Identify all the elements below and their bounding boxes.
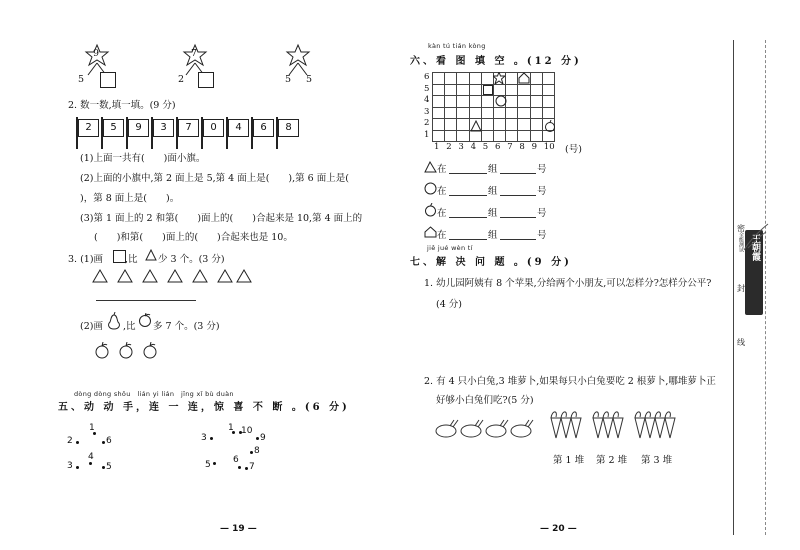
pile-label-1: 第 1 堆: [553, 455, 585, 466]
dot[interactable]: [245, 467, 248, 470]
dot[interactable]: [102, 466, 105, 469]
grid-x-label: 9: [531, 142, 538, 152]
dot[interactable]: [102, 441, 105, 444]
grid-y-label: 3: [424, 106, 430, 117]
q2-line3a: (3)第 1 面上的 2 和第( )面上的( )合起来是 10,第 4 面上的: [80, 213, 363, 224]
square-icon: [483, 85, 493, 95]
seal-label-xian: 线: [737, 338, 745, 347]
apple-icon: [424, 203, 437, 217]
answer-line[interactable]: [500, 195, 536, 196]
q7-p2-line2: 好够小白兔们吃?(5 分): [436, 395, 534, 406]
dot-label: 6: [106, 436, 112, 446]
triangle-row: [92, 268, 252, 284]
flag-number: 9: [128, 119, 149, 137]
q3-line2b: ,比: [123, 321, 136, 332]
fill-mid: 组: [488, 230, 498, 241]
q3-line2c: 多 7 个。(3 分): [153, 321, 220, 332]
dot[interactable]: [210, 437, 213, 440]
dot[interactable]: [213, 462, 216, 465]
dot-label: 1: [89, 423, 95, 433]
triangle-icon: [470, 120, 482, 132]
carrot-pile-3: [632, 408, 676, 440]
dot[interactable]: [256, 437, 259, 440]
grid-x-label: 3: [458, 142, 464, 152]
q7-p1-line1: 1. 幼儿园阿姨有 8 个苹果,分给两个小朋友,可以怎样分?怎样分公平?: [424, 278, 712, 289]
pear-icon: [106, 312, 122, 330]
answer-line[interactable]: [500, 239, 536, 240]
seal-line: [765, 40, 767, 535]
grid-y-label: 5: [424, 83, 430, 94]
grid-y-label: 1: [424, 129, 430, 140]
pile-label-3: 第 3 堆: [641, 455, 673, 466]
fill-prefix: 在: [437, 186, 447, 197]
q3-line1b: ,比: [125, 254, 138, 265]
dot[interactable]: [89, 462, 92, 465]
q7-pinyin: jiě jué wèn tí: [427, 244, 473, 252]
apple-icon: [544, 120, 556, 132]
star-icon: [493, 72, 505, 84]
flag: [226, 117, 248, 149]
dot-label: 3: [201, 433, 207, 443]
fill-prefix: 在: [437, 164, 447, 175]
q3-line1a: 3. (1)画: [68, 254, 104, 265]
grid-x-label: 10: [543, 142, 555, 152]
q2-line2a: (2)上面的小旗中,第 2 面上是 5,第 4 面上是( ),第 6 面上是(: [80, 173, 349, 184]
dot[interactable]: [76, 441, 79, 444]
grid-y-label: 6: [424, 72, 430, 82]
dot-label: 2: [67, 436, 73, 446]
grid-cell: [505, 130, 518, 143]
q2-line3b: ( )和第( )面上的( )合起来也是 10。: [94, 232, 293, 243]
grid-x-label: 1: [434, 142, 440, 152]
dot-label: 8: [254, 446, 260, 456]
answer-line[interactable]: [449, 217, 487, 218]
grid-x-label: 7: [507, 142, 513, 152]
dot-label: 4: [88, 452, 94, 462]
dot[interactable]: [76, 466, 79, 469]
feather-icon: [742, 222, 770, 252]
flag: [76, 117, 98, 149]
grid-x-label: 5: [482, 142, 489, 152]
flag-number: 3: [153, 119, 174, 137]
fill-prefix: 在: [437, 208, 447, 219]
house-icon: [518, 72, 530, 84]
q2-line2b: )，第 8 面上是( )。: [80, 193, 180, 204]
triangle-icon: [145, 249, 157, 261]
dot-label: 10: [241, 426, 253, 436]
q7-p2-line1: 2. 有 4 只小白兔,3 堆萝卜,如果每只小白兔要吃 2 根萝卜,哪堆萝卜正: [424, 376, 716, 387]
answer-line[interactable]: [500, 217, 536, 218]
flag: [251, 117, 273, 149]
answer-line[interactable]: [96, 300, 196, 301]
answer-line[interactable]: [449, 173, 487, 174]
circle-icon: [424, 182, 437, 195]
tree-left: 2: [178, 74, 185, 85]
q5-pinyin: dòng dòng shǒu lián yi lián jīng xǐ bù duàn: [74, 390, 234, 398]
grid-x-label: 4: [470, 142, 477, 152]
flag-number: 6: [253, 119, 274, 137]
q3-line1c: 少 3 个。(3 分): [158, 254, 225, 265]
carrot-pile-2: [590, 408, 624, 440]
fill-suffix: 号: [537, 186, 547, 197]
answer-line[interactable]: [449, 239, 487, 240]
dot-label: 9: [260, 433, 266, 443]
x-unit: (号): [565, 144, 582, 155]
q6-pinyin: kàn tú tián kòng: [428, 42, 486, 50]
grid-x-label: 8: [519, 142, 525, 152]
seal-label-feng: 封: [737, 284, 745, 293]
dot-label: 7: [249, 462, 255, 472]
grid-x-label: 2: [446, 142, 452, 152]
tree-top: 7: [191, 48, 198, 59]
grid-cell: [456, 130, 469, 143]
tree-left: 5: [78, 74, 85, 85]
flag-number: 2: [78, 119, 99, 137]
binding-divider: [733, 40, 734, 535]
answer-box[interactable]: [100, 72, 116, 88]
flag-number: 0: [203, 119, 224, 137]
fill-prefix: 在: [437, 230, 447, 241]
fill-suffix: 号: [537, 208, 547, 219]
flag-number: 4: [228, 119, 249, 137]
page-number-left: — 19 —: [220, 524, 257, 534]
grid-y-label: 4: [424, 95, 430, 105]
answer-line[interactable]: [449, 195, 487, 196]
dot-label: 5: [106, 462, 112, 472]
flag: [101, 117, 123, 149]
q5-title: 五、动 动 手，连 一 连，惊 喜 不 断 。(6 分): [58, 402, 350, 413]
grid-x-label: 6: [495, 142, 501, 152]
dot[interactable]: [238, 466, 241, 469]
tree-left: 5: [285, 74, 292, 85]
brand-name: 王朝霞: [750, 234, 760, 261]
page-number-right: — 20 —: [540, 524, 577, 534]
flag: [126, 117, 148, 149]
grid-cell: [444, 130, 457, 143]
answer-line[interactable]: [500, 173, 536, 174]
apple-row: [94, 342, 164, 360]
dot-label: 5: [205, 460, 211, 470]
fill-mid: 组: [488, 186, 498, 197]
q7-title: 七、解 决 问 题 。(9 分): [410, 257, 572, 268]
dot[interactable]: [250, 451, 253, 454]
q3-line2a: (2)画: [80, 321, 103, 332]
fill-suffix: 号: [537, 164, 547, 175]
grid-y-label: 2: [424, 118, 430, 128]
house-icon: [424, 226, 437, 238]
q6-title: 六、看 图 填 空 。(12 分): [410, 56, 582, 67]
flag: [201, 117, 223, 149]
apple-icon: [138, 313, 152, 328]
answer-box[interactable]: [198, 72, 214, 88]
flag: [151, 117, 173, 149]
grid-cell: [481, 130, 494, 143]
flag: [276, 117, 298, 149]
seal-label-mi: 密: [737, 224, 745, 233]
carrot-pile-1: [548, 408, 582, 440]
flag-number: 8: [278, 119, 299, 137]
tree-top: 9: [93, 48, 100, 59]
q2-line1: (1)上面一共有( )面小旗。: [80, 153, 206, 164]
rabbit-group: [433, 418, 537, 440]
triangle-icon: [424, 161, 437, 173]
dot-label: 3: [67, 461, 73, 471]
flag-number: 5: [103, 119, 124, 137]
circle-icon: [495, 95, 507, 107]
tree-right: 5: [306, 74, 313, 85]
fill-suffix: 号: [537, 230, 547, 241]
q7-p1-line2: (4 分): [436, 299, 462, 310]
grid-cell: [517, 130, 530, 143]
flag-number: 7: [178, 119, 199, 137]
fill-mid: 组: [488, 208, 498, 219]
brand-sub: 全能测试: [738, 232, 744, 252]
fill-mid: 组: [488, 164, 498, 175]
grid-cell: [530, 130, 543, 143]
pile-label-2: 第 2 堆: [596, 455, 628, 466]
dot-label: 1: [228, 423, 234, 433]
dot-label: 6: [233, 455, 239, 465]
flag: [176, 117, 198, 149]
q2-title: 2. 数一数,填一填。(9 分): [68, 100, 176, 111]
